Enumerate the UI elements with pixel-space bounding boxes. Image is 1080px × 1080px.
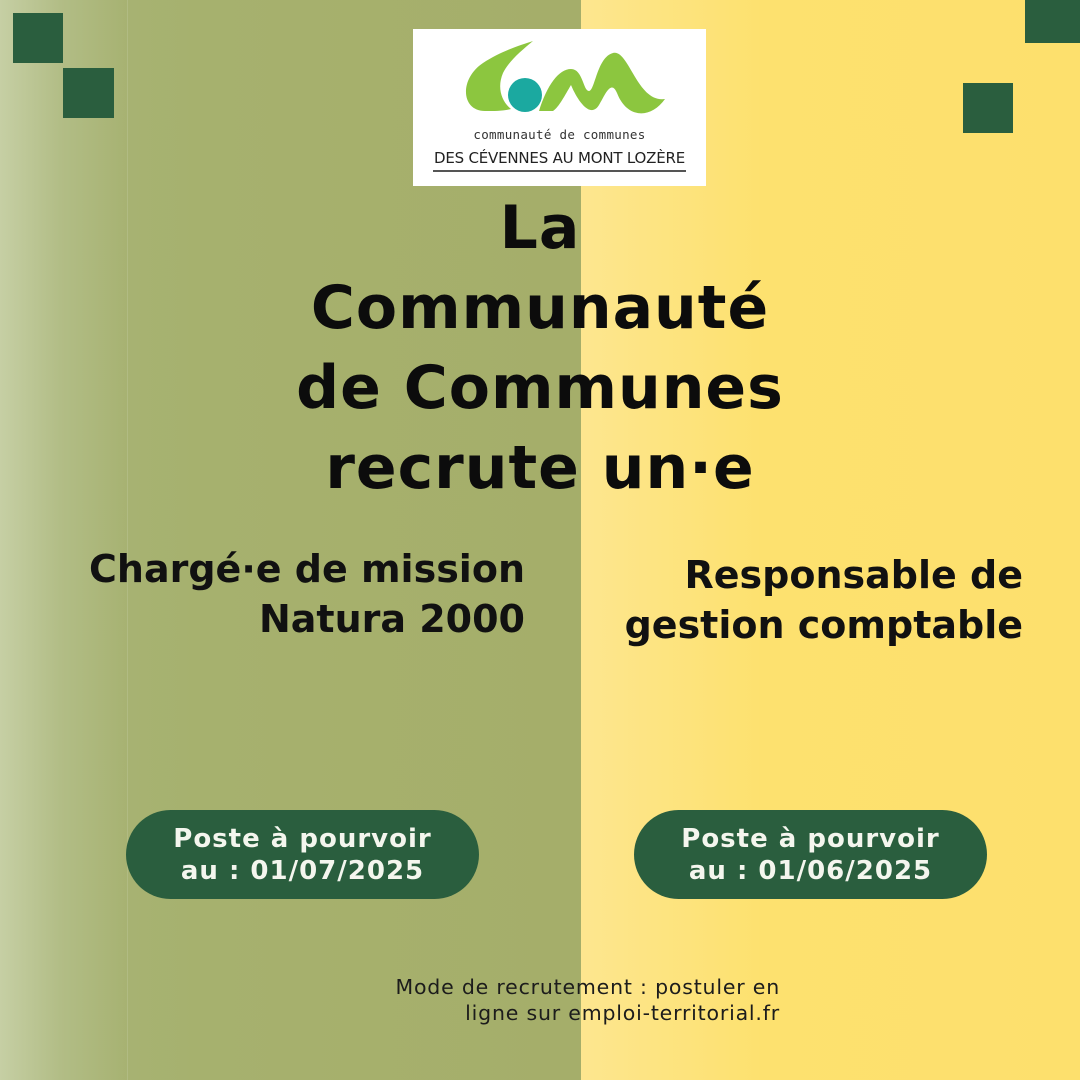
- badge-line: Poste à pourvoir: [681, 824, 940, 854]
- logo-emblem-icon: [413, 29, 706, 129]
- decorative-square: [963, 83, 1013, 133]
- decorative-square: [1025, 0, 1080, 43]
- headline-line: La: [499, 193, 581, 263]
- logo-organization-name: DES CÉVENNES AU MONT LOZÈRE: [433, 149, 686, 172]
- job-title-comptable: [625, 550, 1023, 650]
- application-info-line: Mode de recrutement : postuler en: [395, 975, 780, 999]
- headline-line: de Communes: [296, 353, 784, 423]
- start-date-badge-natura: [126, 810, 479, 899]
- job-title-natura: [89, 544, 525, 644]
- headline: [190, 188, 890, 508]
- decorative-square: [63, 68, 114, 118]
- badge-date: au : 01/06/2025: [688, 856, 933, 886]
- decorative-square: [13, 13, 63, 63]
- logo-tagline: communauté de communes: [473, 127, 646, 142]
- job-title-line: Responsable de: [684, 553, 1023, 597]
- start-date-badge-comptable: [634, 810, 987, 899]
- application-info: [395, 974, 780, 1026]
- job-title-line: Natura 2000: [258, 597, 525, 641]
- job-title-line: Chargé·e de mission: [89, 547, 525, 591]
- left-panel-edge: [127, 0, 128, 1080]
- headline-line: Communauté: [310, 273, 770, 343]
- headline-line: recrute un·e: [325, 433, 755, 503]
- community-logo: [413, 29, 706, 186]
- badge-date: au : 01/07/2025: [180, 856, 425, 886]
- job-title-line: gestion comptable: [624, 603, 1023, 647]
- application-info-line: ligne sur emploi-territorial.fr: [465, 1001, 780, 1025]
- badge-line: Poste à pourvoir: [173, 824, 432, 854]
